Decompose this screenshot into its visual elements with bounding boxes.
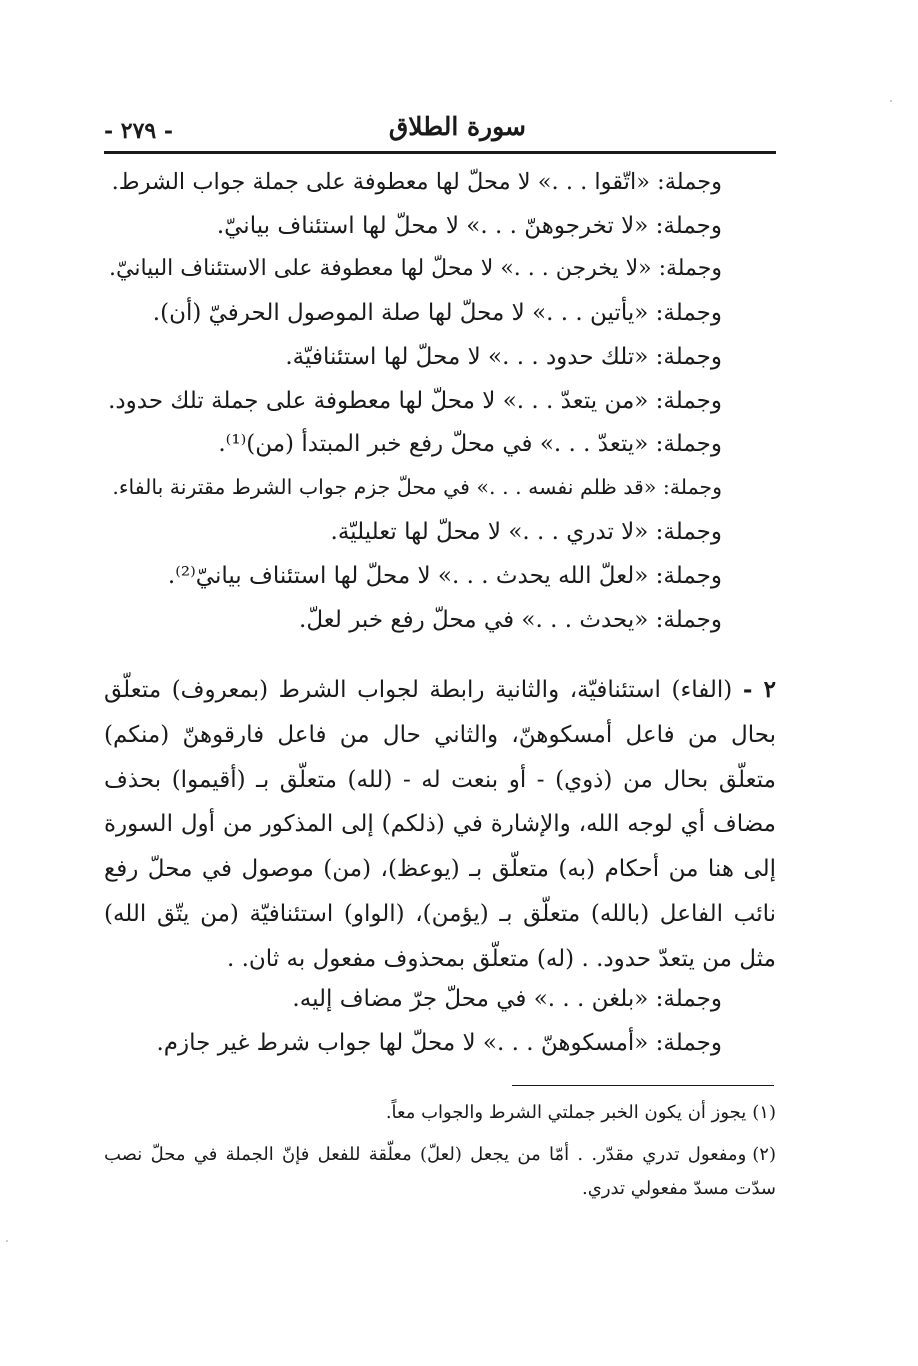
sentence-line: وجملة: «لا تخرجوهنّ . . .» لا محلّ لها استئناف بيانيّ. xyxy=(216,213,722,239)
sentence-line: وجملة: «تلك حدود . . .» لا محلّ لها استئنافيّة. xyxy=(285,344,722,370)
sentence-line: وجملة: «من يتعدّ . . .» لا محلّ لها معطوفة على جملة تلك حدود. xyxy=(108,388,722,414)
sentence-line: وجملة: «يتعدّ . . .» في محلّ رفع خبر المبتدأ (من)⁽¹⁾. xyxy=(218,431,722,457)
footnote-text: يجوز أن يكون الخبر جملتي الشرط والجواب معاً. xyxy=(385,1102,747,1123)
sentence-line: وجملة: «لا تدري . . .» لا محلّ لها تعليليّة. xyxy=(330,519,722,545)
footnote xyxy=(104,1138,776,1206)
sentence-line: وجملة: «بلغن . . .» في محلّ جرّ مضاف إليه. xyxy=(292,986,722,1012)
sentence-line: وجملة: «لا يخرجن . . .» لا محلّ لها معطوفة على الاستئناف البيانيّ. xyxy=(109,256,722,281)
page-number: - ٢٧٩ - xyxy=(104,118,174,144)
sentence-line: وجملة: «يأتين . . .» لا محلّ لها صلة الموصول الحرفيّ (أن). xyxy=(152,300,722,326)
footnote-text: ومفعول تدري مقدّر. . أمّا من يجعل (لعلّ) معلّقة للفعل فإنّ الجملة في محلّ نصب سدّت مسدّ مفعولي تدري. xyxy=(104,1144,776,1199)
footnote xyxy=(104,1096,776,1130)
section-2-paragraph xyxy=(104,668,776,982)
sentence-line: وجملة: «قد ظلم نفسه . . .» في محلّ جزم جواب الشرط مقترنة بالفاء. xyxy=(112,475,722,499)
page-header xyxy=(104,110,776,150)
sentence-line: وجملة: «اتّقوا . . .» لا محلّ لها معطوفة على جملة جواب الشرط. xyxy=(111,169,722,195)
footnote-label: (٢) xyxy=(752,1144,776,1165)
sentence-line: وجملة: «لعلّ الله يحدث . . .» لا محلّ لها استئناف بيانيّ⁽²⁾. xyxy=(167,563,722,589)
sentence-line: وجملة: «أمسكوهنّ . . .» لا محلّ لها جواب شرط غير جازم. xyxy=(156,1030,722,1056)
sentence-line: وجملة: «يحدث . . .» في محلّ رفع خبر لعلّ. xyxy=(299,607,722,633)
footnote-label: (١) xyxy=(752,1102,776,1123)
footnote-divider xyxy=(512,1085,774,1086)
section-text: (الفاء) استئنافيّة، والثانية رابطة لجواب الشرط (بمعروف) متعلّق بحال من فاعل أمسكوهنّ، والثاني حال من فاعل فارقوهنّ (منكم) متعلّق بحال من (ذوي) - أو بنعت له - (لله) متعلّق بـ (أقيموا) بحذف مضاف أي لوجه الله، والإشارة في (ذلكم) إلى المذكور من أول السورة إلى هنا من أحكام (به) متعلّق بـ (يوعظ)، (من) موصول في محلّ رفع نائب الفاعل (بالله) متعلّق بـ (يؤمن)، (الواو) استئنافيّة (من يتّق الله) مثل من يتعدّ حدود. . (له) متعلّق بمحذوف مفعول به ثان. . xyxy=(104,677,776,972)
scan-speck xyxy=(6,1240,8,1242)
surah-title: سورة الطلاق xyxy=(388,112,526,141)
scan-speck xyxy=(890,100,892,102)
section-number: ٢ - xyxy=(742,676,776,703)
header-divider xyxy=(104,151,776,154)
